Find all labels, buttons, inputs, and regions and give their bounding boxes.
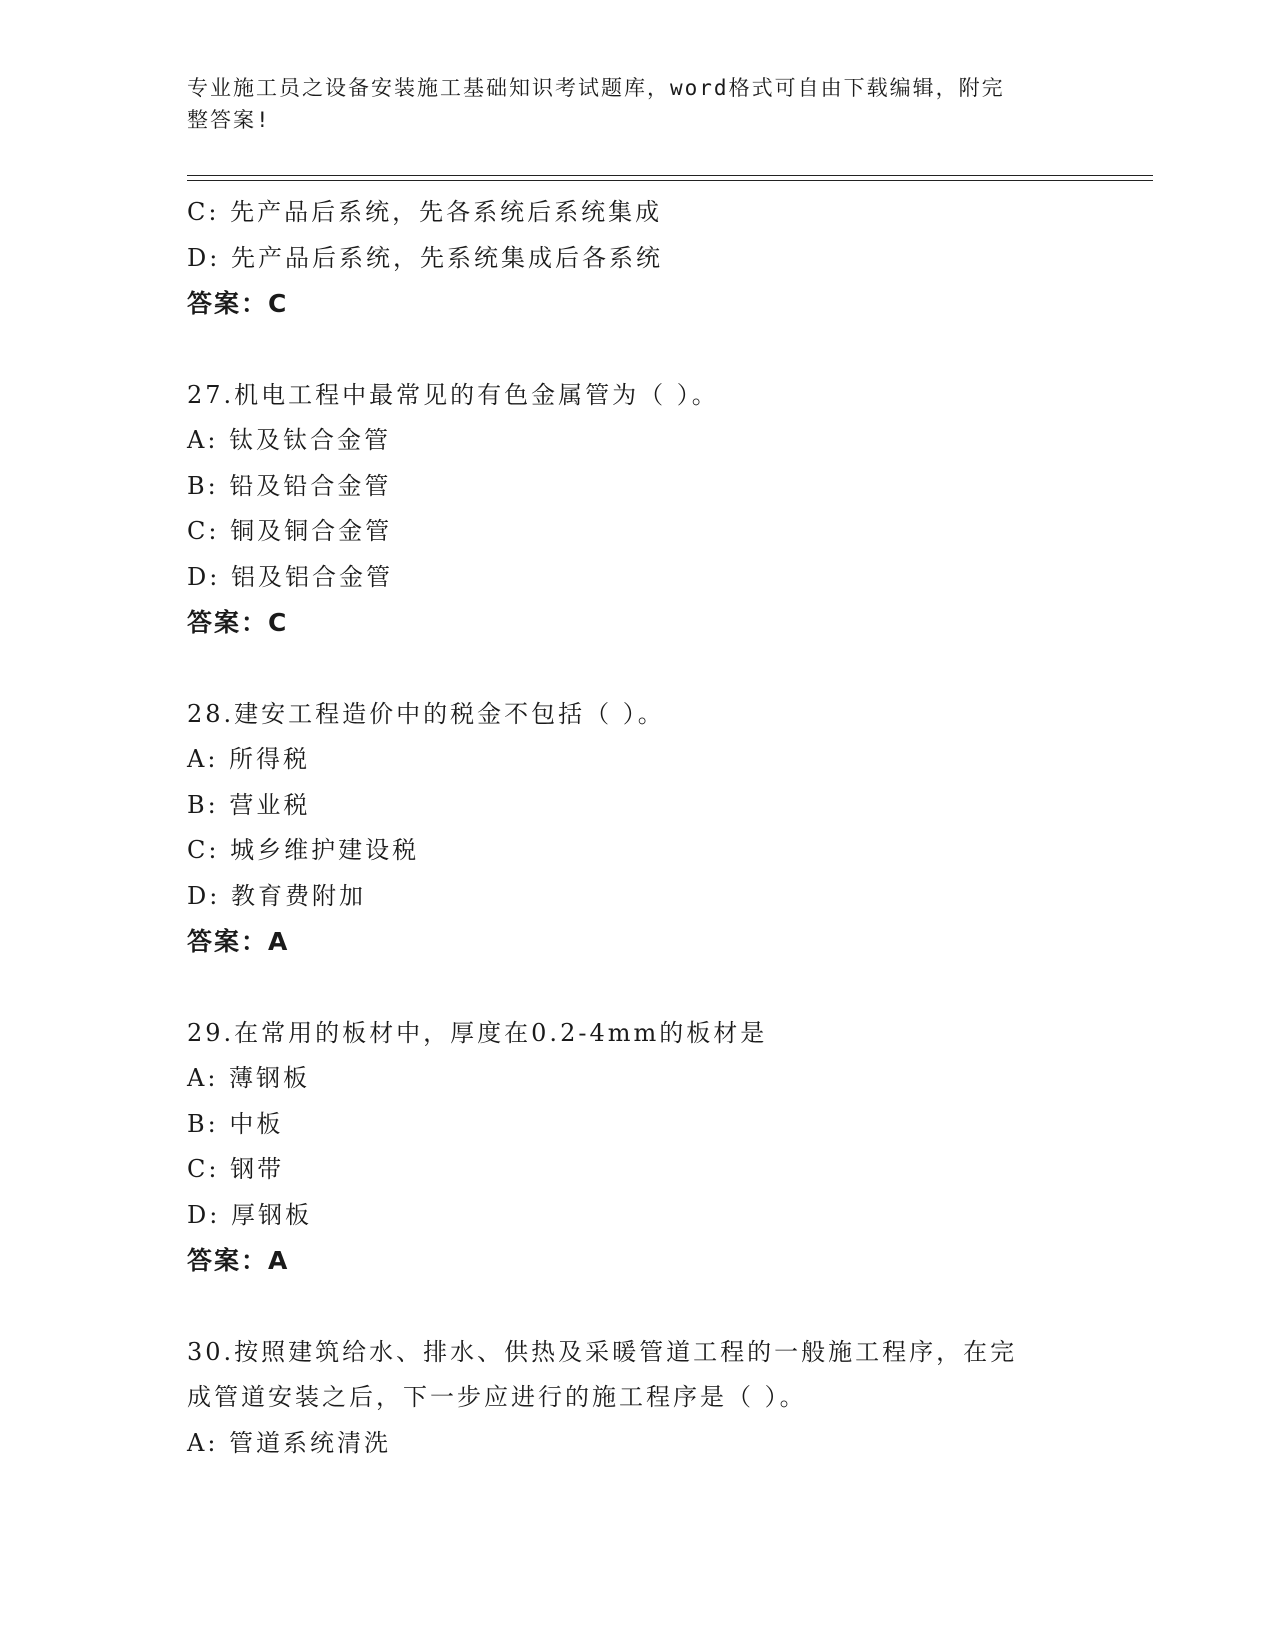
option-a: A: 所得税: [187, 745, 311, 773]
spacer: [187, 965, 1087, 1011]
question-29: [187, 1011, 1087, 1284]
option-b: B: 中板: [187, 1109, 284, 1138]
header-title-line-2: 整答案!: [187, 108, 271, 132]
option-d: D: 教育费附加: [187, 881, 366, 910]
option-d: D: 厚钢板: [187, 1200, 312, 1229]
question-30: [187, 1330, 1087, 1467]
answer-line: 答案：C: [187, 608, 289, 637]
option-b: B: 铅及铅合金管: [187, 471, 392, 500]
option-a: A: 钛及钛合金管: [187, 426, 392, 454]
spacer: [187, 646, 1087, 692]
option-c: C: 铜及铜合金管: [187, 517, 393, 545]
question-stem-line-1: 30.按照建筑给水、排水、供热及采暖管道工程的一般施工程序，在完: [187, 1337, 1018, 1366]
header-title-line-1: 专业施工员之设备安装施工基础知识考试题库，word格式可自由下载编辑，附完: [187, 76, 1005, 100]
option-c: C: 城乡维护建设税: [187, 836, 420, 864]
question-list: [187, 190, 1087, 1466]
header-rule-top: [187, 175, 1153, 176]
option-d: D: 先产品后系统，先系统集成后各系统: [187, 243, 663, 272]
question-28: [187, 692, 1087, 965]
header-rule-bottom: [187, 180, 1153, 181]
option-c: C: 钢带: [187, 1155, 285, 1183]
question-stem: 29.在常用的板材中，厚度在0.2-4mm的板材是: [187, 1018, 768, 1047]
answer-line: 答案：A: [187, 1246, 290, 1275]
option-c: C: 先产品后系统，先各系统后系统集成: [187, 198, 663, 226]
answer-line: 答案：A: [187, 927, 290, 956]
spacer: [187, 1284, 1087, 1330]
option-a: A: 管道系统清洗: [187, 1428, 392, 1457]
option-b: B: 营业税: [187, 790, 311, 819]
option-a: A: 薄钢板: [187, 1064, 311, 1092]
carryover-question: [187, 190, 1087, 327]
question-stem: 27.机电工程中最常见的有色金属管为（ ）。: [187, 380, 719, 409]
question-stem-line-2: 成管道安装之后，下一步应进行的施工程序是（ ）。: [187, 1383, 807, 1411]
answer-line: 答案：C: [187, 289, 289, 318]
spacer: [187, 327, 1087, 373]
document-header: [187, 72, 1087, 136]
question-stem: 28.建安工程造价中的税金不包括（ ）。: [187, 699, 665, 728]
question-27: [187, 373, 1087, 646]
option-d: D: 铝及铝合金管: [187, 562, 393, 591]
